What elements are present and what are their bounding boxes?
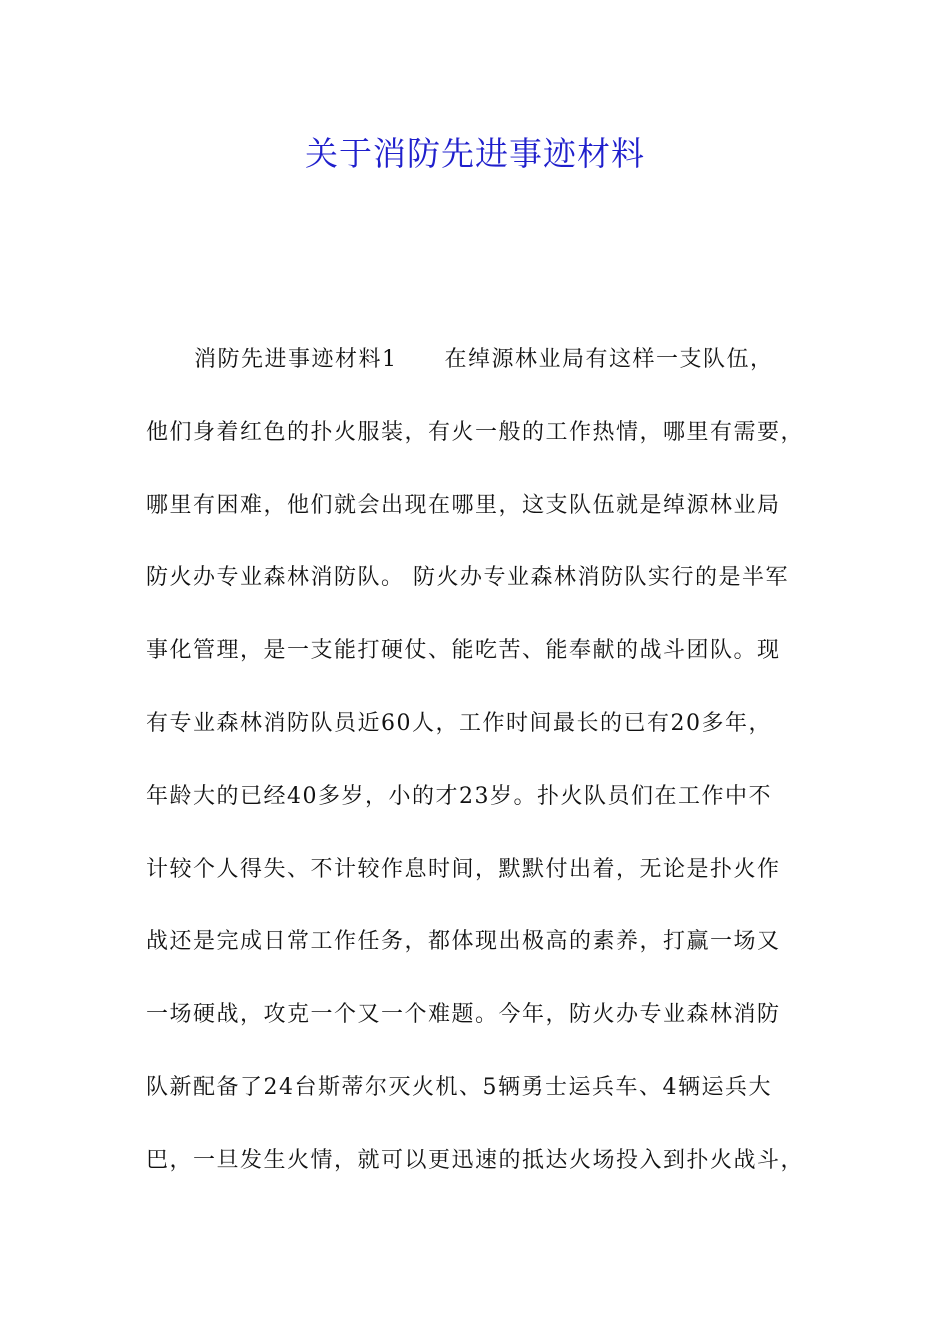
text-line: 消防先进事迹材料1 在绰源林业局有这样一支队伍， bbox=[194, 347, 774, 372]
text-line: 战还是完成日常工作任务，都体现出极高的素养，打赢一场又 bbox=[146, 929, 781, 955]
document-title: 关于消防先进事迹材料 bbox=[305, 134, 645, 173]
text-line: 巴，一旦发生火情，就可以更迅速的抵达火场投入到扑火战斗， bbox=[146, 1147, 805, 1173]
document-body bbox=[146, 338, 826, 1212]
text-line: 计较个人得失、不计较作息时间，默默付出着，无论是扑火作 bbox=[146, 856, 781, 882]
text-line: 防火办专业森林消防队。 防火办专业森林消防队实行的是半军 bbox=[146, 565, 789, 591]
text-line: 一场硬战，攻克一个又一个难题。今年，防火办专业森林消防 bbox=[146, 1002, 781, 1028]
text-line: 他们身着红色的扑火服装，有火一般的工作热情，哪里有需要， bbox=[146, 419, 805, 445]
text-line: 事化管理，是一支能打硬仗、能吃苦、能奉献的战斗团队。现 bbox=[146, 638, 781, 664]
text-line: 有专业森林消防队员近60人，工作时间最长的已有20多年， bbox=[146, 710, 772, 736]
text-line: 哪里有困难，他们就会出现在哪里，这支队伍就是绰源林业局 bbox=[146, 492, 781, 518]
text-line: 队新配备了24台斯蒂尔灭火机、5辆勇士运兵车、4辆运兵大 bbox=[146, 1074, 772, 1100]
text-line: 年龄大的已经40多岁，小的才23岁。扑火队员们在工作中不 bbox=[146, 783, 772, 809]
